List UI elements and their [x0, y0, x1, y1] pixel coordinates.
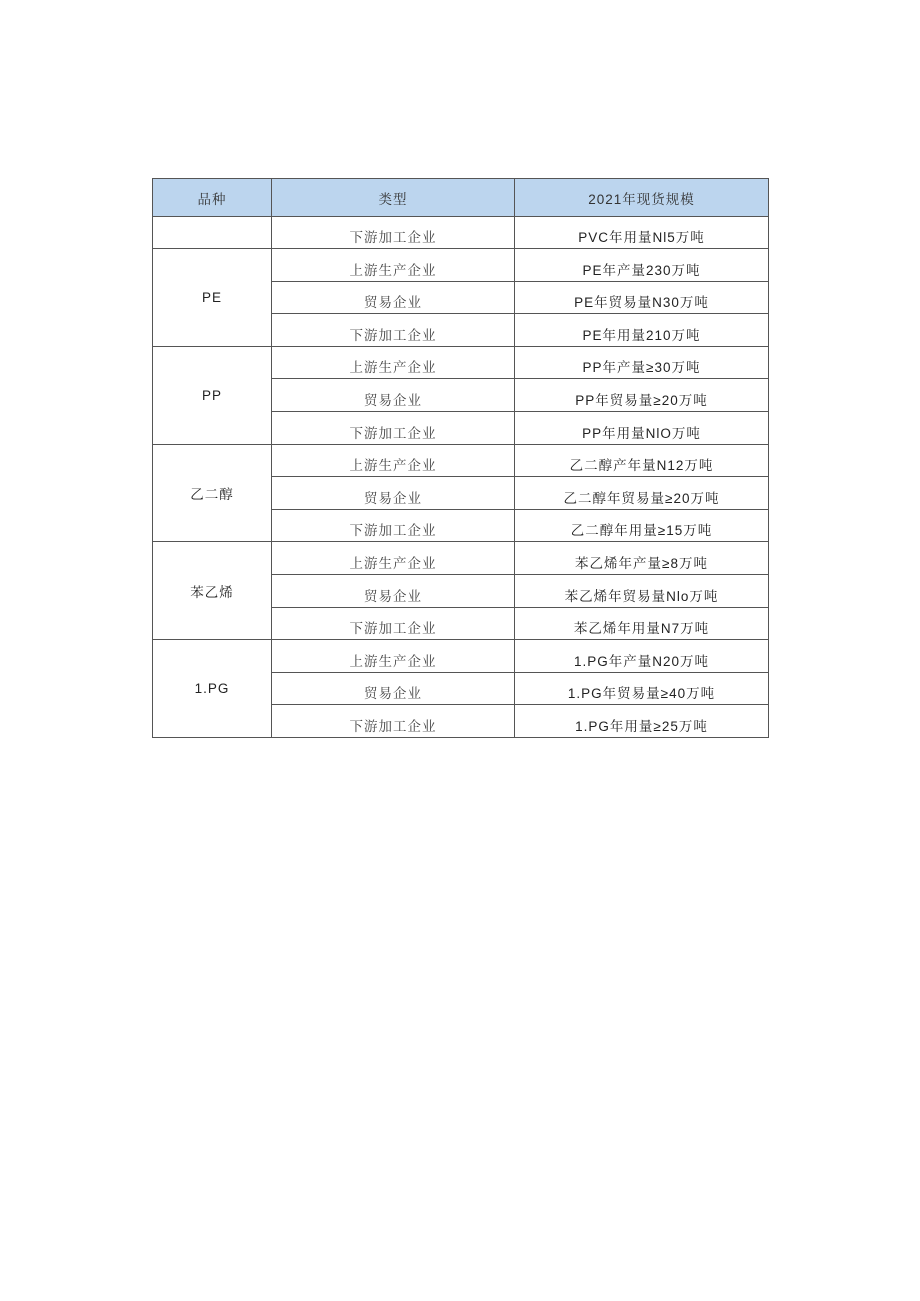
header-spot-scale: 2021年现货规模 [515, 179, 769, 217]
spot-scale-table [152, 178, 769, 738]
variety-cell [153, 217, 272, 249]
type-cell: 贸易企业 [272, 282, 515, 314]
type-cell: 贸易企业 [272, 477, 515, 510]
variety-cell: PE [153, 249, 272, 347]
table-row [153, 217, 769, 249]
type-cell: 下游加工企业 [272, 705, 515, 738]
variety-cell: 乙二醇 [153, 445, 272, 542]
table-header [153, 179, 769, 217]
type-cell: 贸易企业 [272, 673, 515, 705]
spot-scale-cell: 1.PG年用量≥25万吨 [515, 705, 769, 738]
type-cell: 上游生产企业 [272, 249, 515, 282]
type-cell: 下游加工企业 [272, 412, 515, 445]
type-cell: 下游加工企业 [272, 608, 515, 640]
spot-scale-cell: PE年用量210万吨 [515, 314, 769, 347]
spot-scale-cell: 1.PG年产量N20万吨 [515, 640, 769, 673]
type-cell: 下游加工企业 [272, 314, 515, 347]
table-body [153, 217, 769, 738]
header-type: 类型 [272, 179, 515, 217]
spot-scale-cell: PP年产量≥30万吨 [515, 347, 769, 379]
spot-scale-cell: PVC年用量Nl5万吨 [515, 217, 769, 249]
spot-scale-cell: 苯乙烯年产量≥8万吨 [515, 542, 769, 575]
spot-scale-cell: PE年贸易量N30万吨 [515, 282, 769, 314]
spot-scale-cell: 乙二醇年用量≥15万吨 [515, 510, 769, 542]
spot-scale-cell: 乙二醇年贸易量≥20万吨 [515, 477, 769, 510]
spot-scale-cell: 1.PG年贸易量≥40万吨 [515, 673, 769, 705]
type-cell: 贸易企业 [272, 379, 515, 412]
spot-scale-cell: PP年贸易量≥20万吨 [515, 379, 769, 412]
variety-cell: 1.PG [153, 640, 272, 738]
type-cell: 上游生产企业 [272, 640, 515, 673]
table-row [153, 640, 769, 673]
spot-scale-cell: 苯乙烯年贸易量Nlo万吨 [515, 575, 769, 608]
variety-cell: PP [153, 347, 272, 445]
type-cell: 下游加工企业 [272, 217, 515, 249]
table-row [153, 542, 769, 575]
table-row [153, 445, 769, 477]
variety-cell: 苯乙烯 [153, 542, 272, 640]
type-cell: 贸易企业 [272, 575, 515, 608]
header-variety: 品种 [153, 179, 272, 217]
table-row [153, 347, 769, 379]
type-cell: 上游生产企业 [272, 445, 515, 477]
spot-scale-cell: 苯乙烯年用量N7万吨 [515, 608, 769, 640]
type-cell: 上游生产企业 [272, 542, 515, 575]
header-row [153, 179, 769, 217]
spot-scale-cell: PP年用量NlO万吨 [515, 412, 769, 445]
spot-scale-cell: 乙二醇产年量N12万吨 [515, 445, 769, 477]
table-row [153, 249, 769, 282]
type-cell: 下游加工企业 [272, 510, 515, 542]
type-cell: 上游生产企业 [272, 347, 515, 379]
spot-scale-cell: PE年产量230万吨 [515, 249, 769, 282]
